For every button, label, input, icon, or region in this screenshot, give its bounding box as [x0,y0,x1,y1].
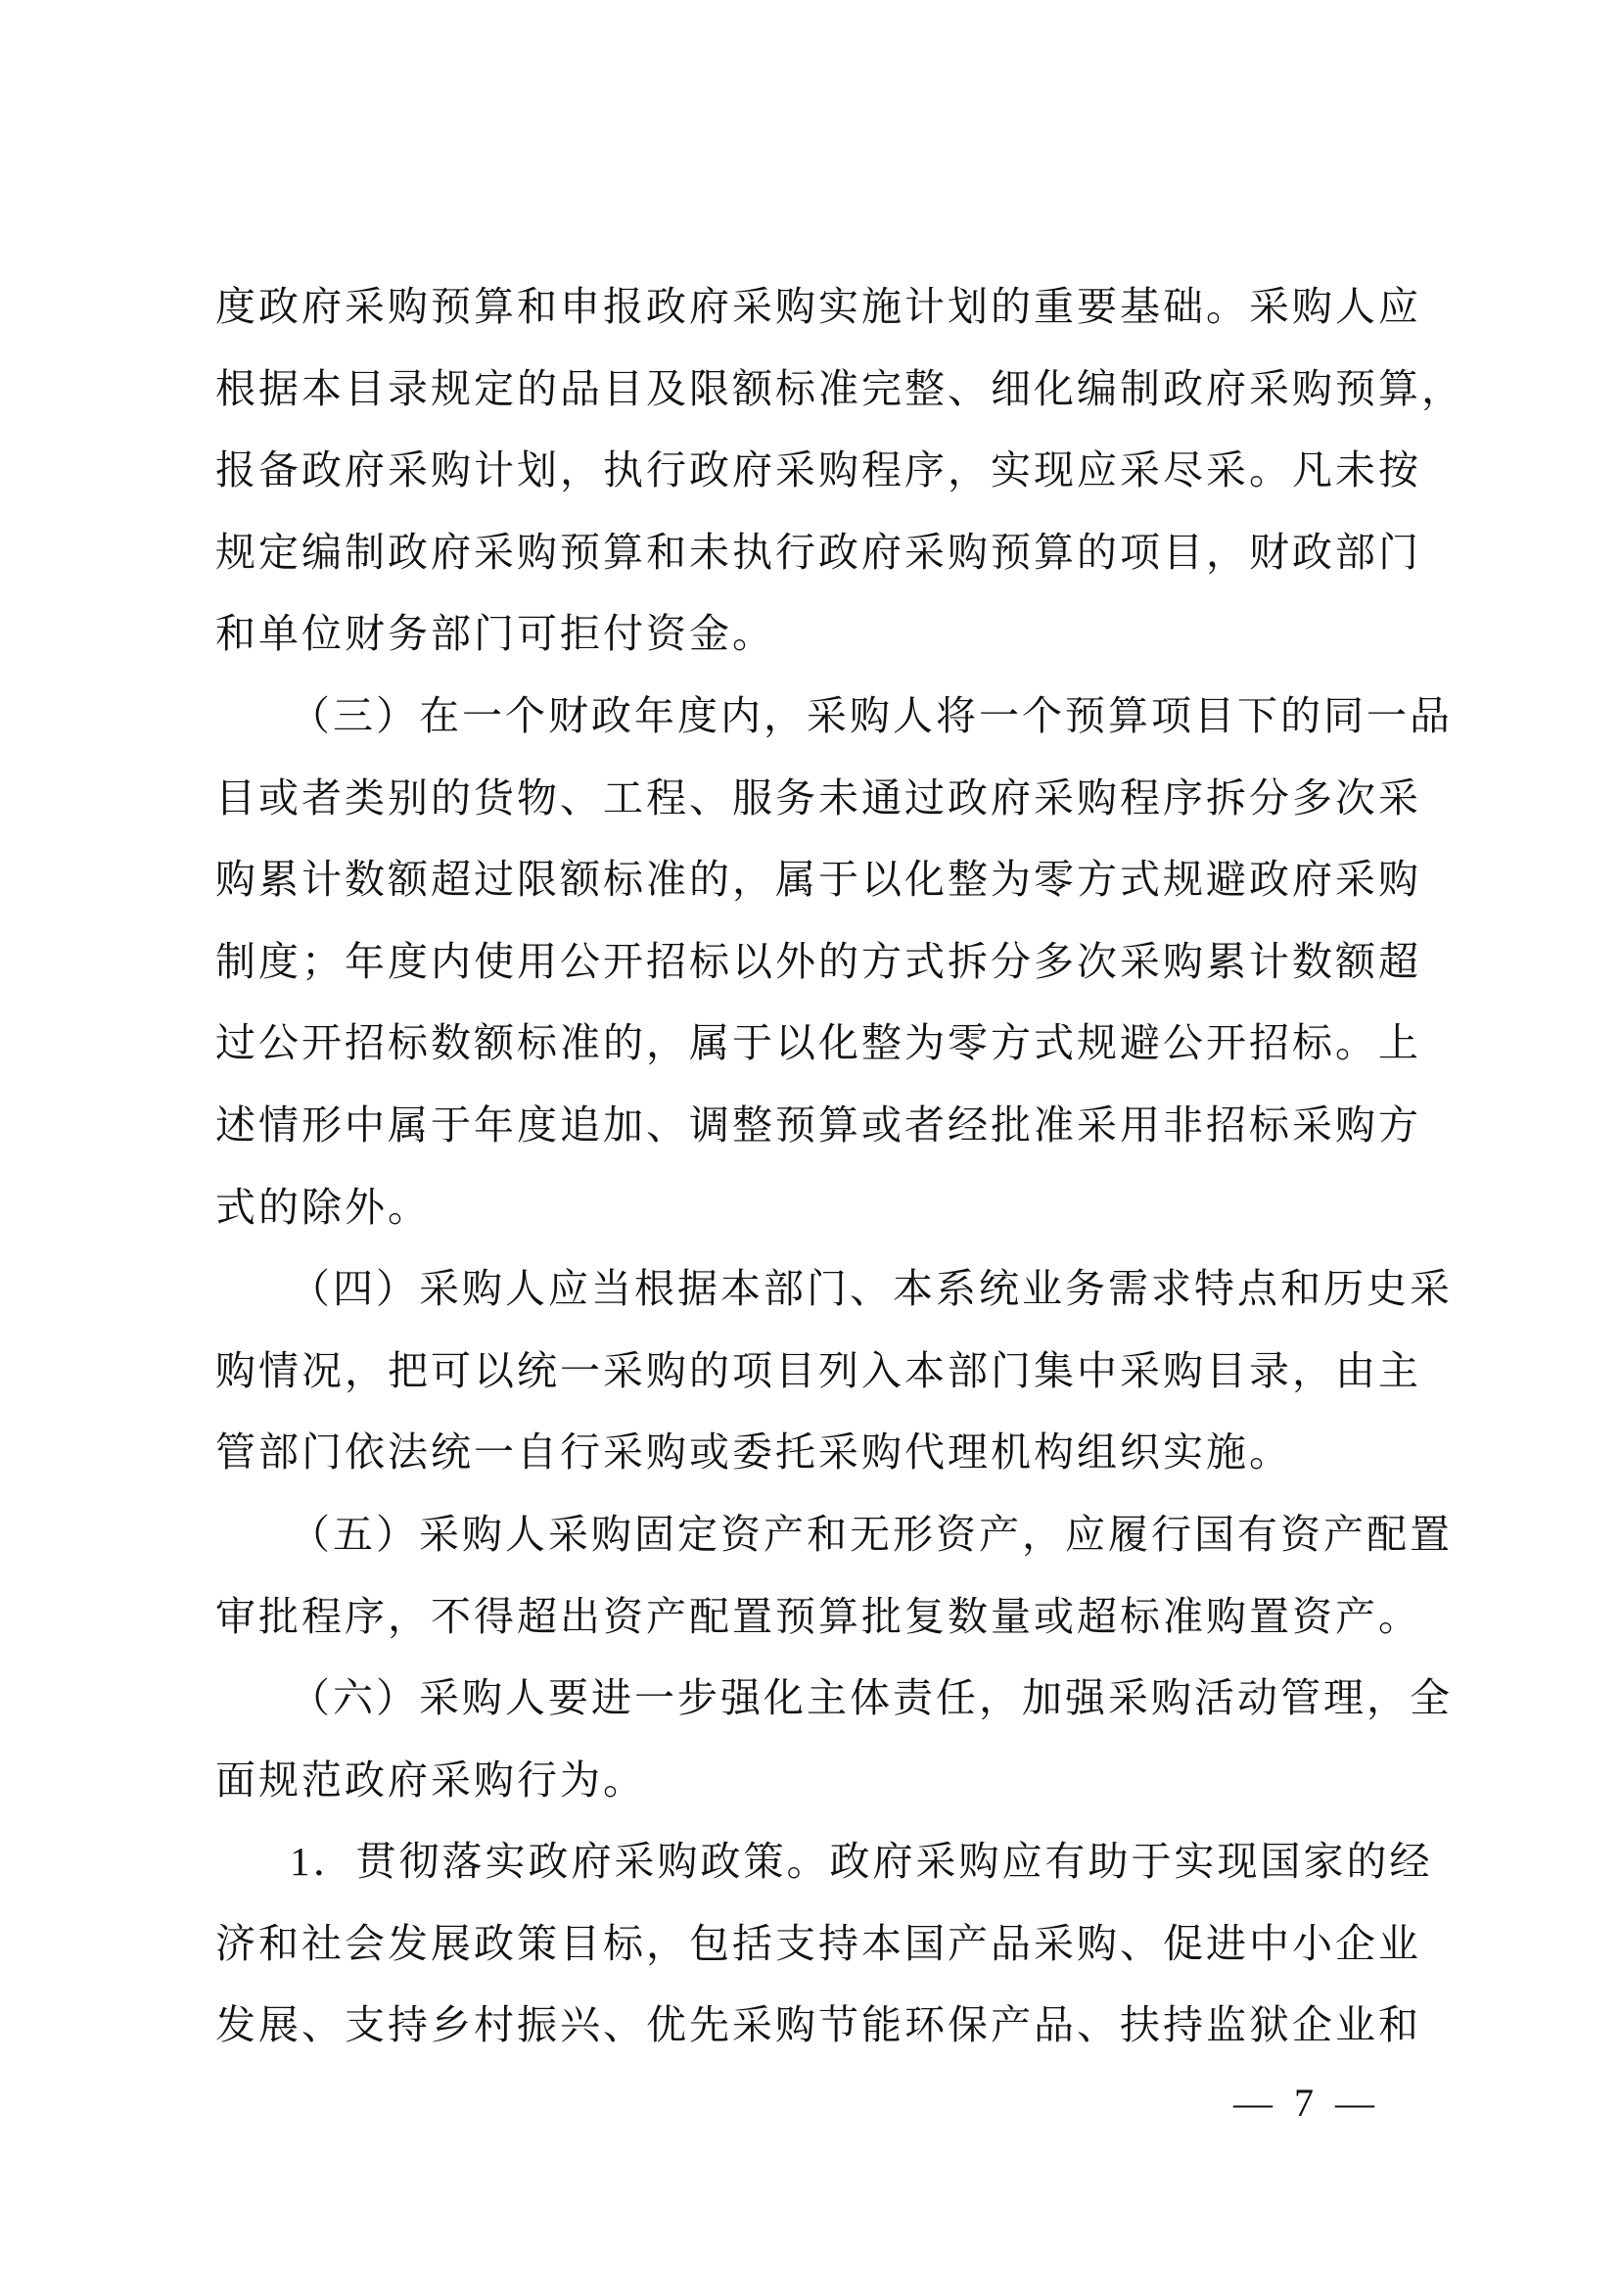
text-line: 和单位财务部门可拒付资金。 [215,611,775,657]
text-line: （六）采购人要进一步强化主体责任，加强采购活动管理，全 [290,1675,1453,1721]
text-line: 目或者类别的货物、工程、服务未通过政府采购程序拆分多次采 [215,774,1421,820]
text-line: 根据本目录规定的品目及限额标准完整、细化编制政府采购预算， [215,365,1464,411]
text-line: 面规范政府采购行为。 [215,1757,646,1803]
text-line: （五）采购人采购固定资产和无形资产，应履行国有资产配置 [290,1511,1453,1557]
text-line: 述情形中属于年度追加、调整预算或者经批准采用非招标采购方 [215,1101,1421,1148]
text-line: （三）在一个财政年度内，采购人将一个预算项目下的同一品 [290,692,1453,738]
text-line: （四）采购人应当根据本部门、本系统业务需求特点和历史采 [290,1266,1453,1312]
text-line: 发展、支持乡村振兴、优先采购节能环保产品、扶持监狱企业和 [215,2002,1421,2048]
page-number: — 7 — [1233,2081,1380,2125]
text-line: 审批程序，不得超出资产配置预算批复数量或超标准购置资产。 [215,1593,1421,1639]
text-line: 济和社会发展政策目标，包括支持本国产品采购、促进中小企业 [215,1920,1421,1966]
document-body [215,266,1464,2067]
text-line: 购情况，把可以统一采购的项目列入本部门集中采购目录，由主 [215,1347,1421,1393]
text-line: 度政府采购预算和申报政府采购实施计划的重要基础。采购人应 [215,284,1421,329]
text-line: 管部门依法统一自行采购或委托采购代理机构组织实施。 [215,1429,1292,1476]
text-line: 制度；年度内使用公开招标以外的方式拆分多次采购累计数额超 [215,938,1421,984]
text-line: 式的除外。 [215,1184,431,1230]
text-line: 报备政府采购计划，执行政府采购程序，实现应采尽采。凡未按 [215,447,1421,493]
text-line: 过公开招标数额标准的，属于以化整为零方式规避公开招标。上 [215,1020,1421,1066]
text-line: 规定编制政府采购预算和未执行政府采购预算的项目，财政部门 [215,529,1421,575]
text-line: 购累计数额超过限额标准的，属于以化整为零方式规避政府采购 [215,857,1421,903]
text-line: 1．贯彻落实政府采购政策。政府采购应有助于实现国家的经 [290,1839,1433,1885]
